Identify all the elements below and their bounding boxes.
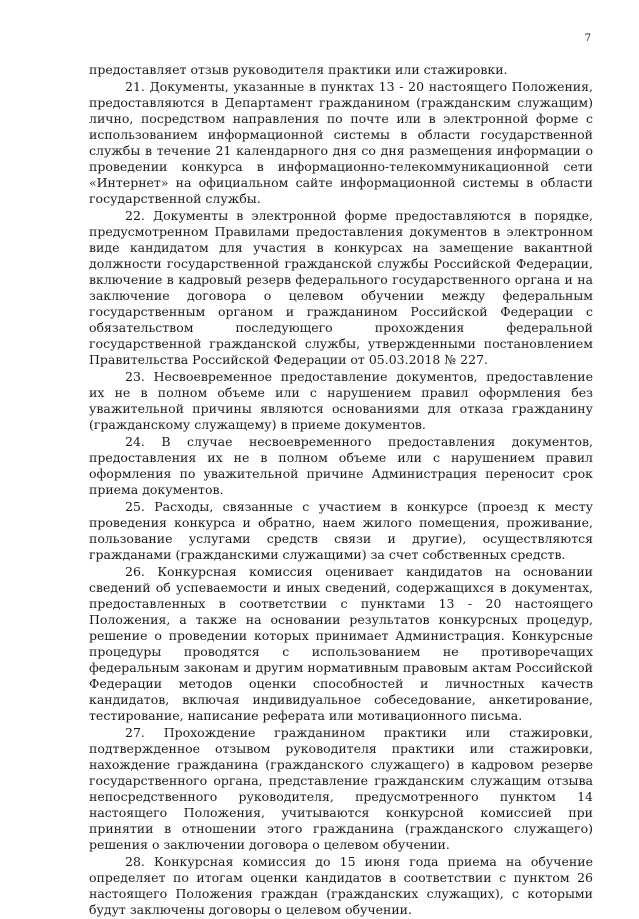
paragraph-21: 21. Документы, указанные в пунктах 13 - 20 настоящего Положения, предоставляются в Департамент гражданином (гражданским служащим) лично, посредством направления по почте или в электронной форме с использованием информационной системы в области государственной службы в течение 21 календарного дня со дня размещения информации о проведении конкурса в информационно-телекоммуникационной сети «Интернет» на официальном сайте информационной системы в области государственной службы. (89, 79, 593, 206)
paragraph-26: 26. Конкурсная комиссия оценивает кандидатов на основании сведений об успеваемости и иных сведений, содержащихся в документах, предоставленных в соответствии с пунктами 13 - 20 настоящего Положения, а также на основании результатов конкурсных процедур, решение о проведении которых принимает Администрация. Конкурсные процедуры проводятся с использованием не противоречащих федеральным законам и другим нормативным правовым актам Российской Федерации методов оценки способностей и личностных качеств кандидатов, включая индивидуальное собеседование, анкетирование, тестирование, написание реферата или мотивационного письма. (89, 564, 593, 723)
paragraph-continuation: предоставляет отзыв руководителя практики или стажировки. (89, 62, 508, 77)
paragraph-25: 25. Расходы, связанные с участием в конкурсе (проезд к месту проведения конкурса и обратно, наем жилого помещения, проживание, пользование услугами средств связи и другие), осуществляются гражданами (гражданскими служащими) за счет собственных средств. (89, 499, 593, 562)
document-body (89, 62, 593, 919)
page-number: 7 (584, 33, 591, 44)
paragraph-28: 28. Конкурсная комиссия до 15 июня года приема на обучение определяет по итогам оценки кандидатов в соответствии с пунктом 26 настоящего Положения граждан (гражданских служащих), с которыми будут заключены договоры о целевом обучении. (89, 854, 593, 917)
paragraph-27: 27. Прохождение гражданином практики или стажировки, подтвержденное отзывом руководителя практики или стажировки, нахождение гражданина (гражданского служащего) в кадровом резерве государственного органа, представление гражданским служащим отзыва непосредственного руководителя, предусмотренного пунктом 14 настоящего Положения, учитываются конкурсной комиссией при принятии в отношении этого гражданина (гражданского служащего) решения о заключении договора о целевом обучении. (89, 725, 593, 852)
paragraph-23: 23. Несвоевременное предоставление документов, предоставление их не в полном объеме или с нарушением правил оформления без уважительной причины являются основаниями для отказа гражданину (гражданскому служащему) в приеме документов. (89, 369, 593, 432)
paragraph-24: 24. В случае несвоевременного предоставления документов, предоставления их не в полном объеме или с нарушением правил оформления по уважительной причине Администрация переносит срок приема документов. (89, 434, 593, 497)
paragraph-22: 22. Документы в электронной форме предоставляются в порядке, предусмотренном Правилами предоставления документов в электронном виде кандидатом для участия в конкурсах на замещение вакантной должности государственной гражданской службы Российской Федерации, включение в кадровый резерв федерального государственного органа и на заключение договора о целевом обучении между федеральным государственным органом и гражданином Российской Федерации с обязательством последующего прохождения федеральной государственной гражданской службы, утвержденными постановлением Правительства Российской Федерации от 05.03.2018 № 227. (89, 208, 593, 367)
